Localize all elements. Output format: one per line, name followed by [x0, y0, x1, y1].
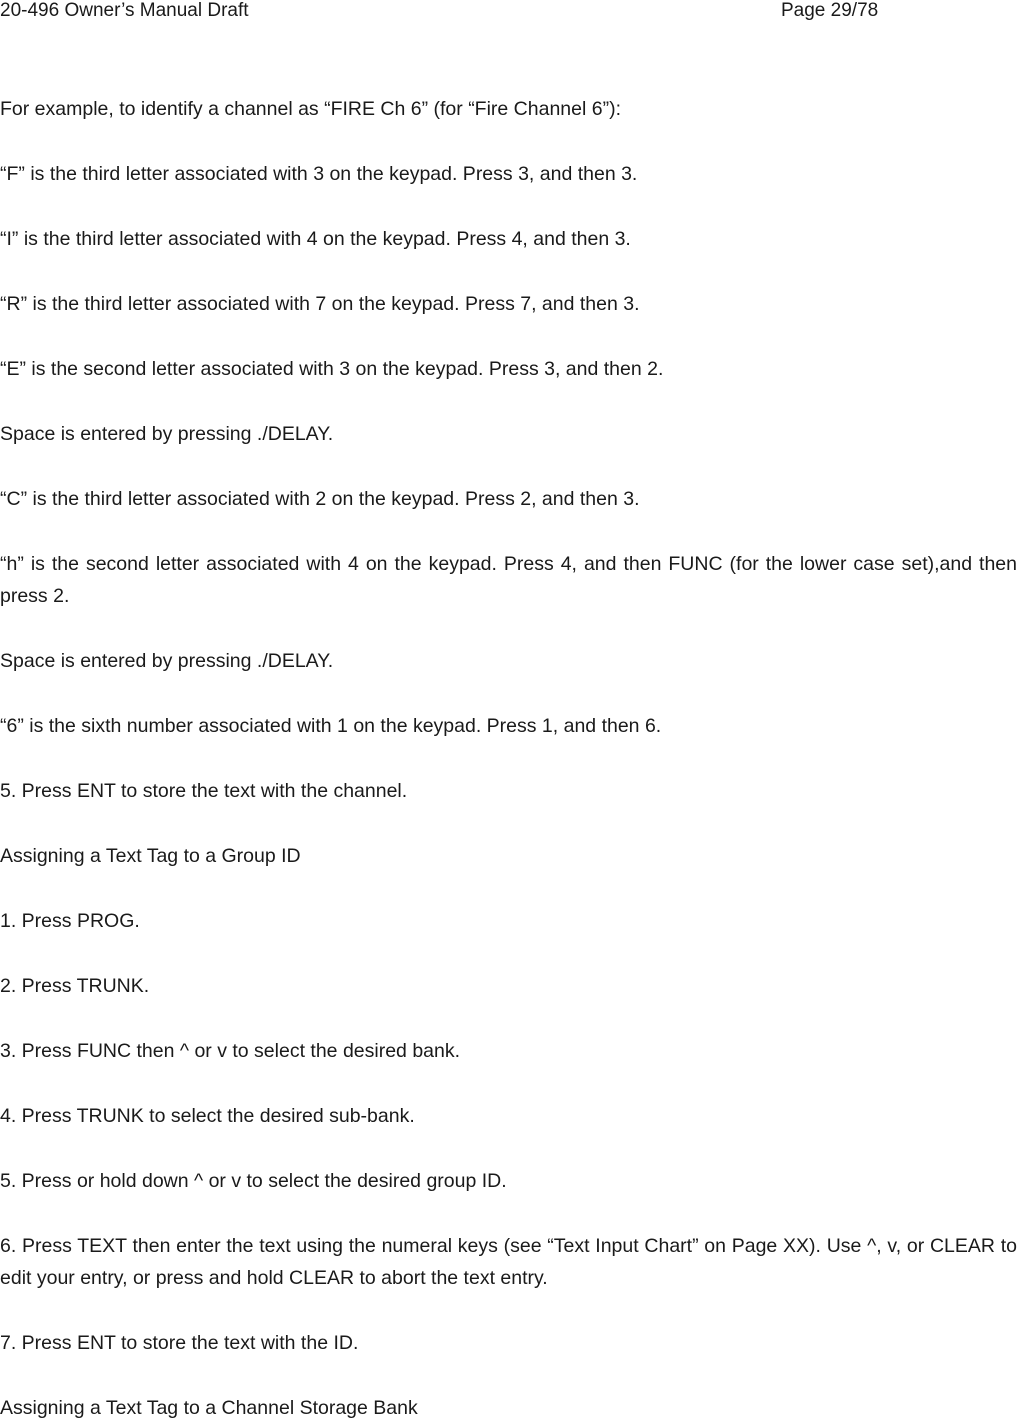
step-space-2: Space is entered by pressing ./DELAY. — [0, 650, 334, 672]
page-body — [0, 93, 1017, 1424]
section-heading-group-id: Assigning a Text Tag to a Group ID — [0, 845, 301, 867]
page-number: Page 29/78 — [781, 0, 879, 21]
document-title: 20-496 Owner’s Manual Draft — [0, 0, 249, 21]
step-store-channel: 5. Press ENT to store the text with the channel. — [0, 780, 408, 802]
step-letter-f: “F” is the third letter associated with 3 on the keypad. Press 3, and then 3. — [0, 163, 638, 185]
group-step-1: 1. Press PROG. — [0, 910, 140, 932]
step-number-6: “6” is the sixth number associated with 1 on the keypad. Press 1, and then 6. — [0, 715, 662, 737]
step-letter-c: “C” is the third letter associated with 2 on the keypad. Press 2, and then 3. — [0, 488, 640, 510]
step-letter-r: “R” is the third letter associated with 7 on the keypad. Press 7, and then 3. — [0, 293, 640, 315]
group-step-2: 2. Press TRUNK. — [0, 975, 150, 997]
group-step-7: 7. Press ENT to store the text with the ID. — [0, 1332, 359, 1354]
group-step-4: 4. Press TRUNK to select the desired sub-bank. — [0, 1105, 415, 1127]
page-header — [0, 0, 1017, 24]
example-intro: For example, to identify a channel as “FIRE Ch 6” (for “Fire Channel 6”): — [0, 98, 621, 120]
step-space-1: Space is entered by pressing ./DELAY. — [0, 423, 334, 445]
step-letter-h: “h” is the second letter associated with 4 on the keypad. Press 4, and then FUNC (for the lower case set),and then press 2. — [0, 553, 1017, 607]
group-step-6: 6. Press TEXT then enter the text using the numeral keys (see “Text Input Chart” on Page XX). Use ^, v, or CLEAR to edit your entry, or press and hold CLEAR to abort the text entry. — [0, 1235, 1017, 1289]
group-step-5: 5. Press or hold down ^ or v to select the desired group ID. — [0, 1170, 507, 1192]
step-letter-i: “I” is the third letter associated with 4 on the keypad. Press 4, and then 3. — [0, 228, 631, 250]
group-step-3: 3. Press FUNC then ^ or v to select the desired bank. — [0, 1040, 461, 1062]
step-letter-e: “E” is the second letter associated with 3 on the keypad. Press 3, and then 2. — [0, 358, 664, 380]
section-heading-storage-bank: Assigning a Text Tag to a Channel Storage Bank — [0, 1397, 418, 1419]
